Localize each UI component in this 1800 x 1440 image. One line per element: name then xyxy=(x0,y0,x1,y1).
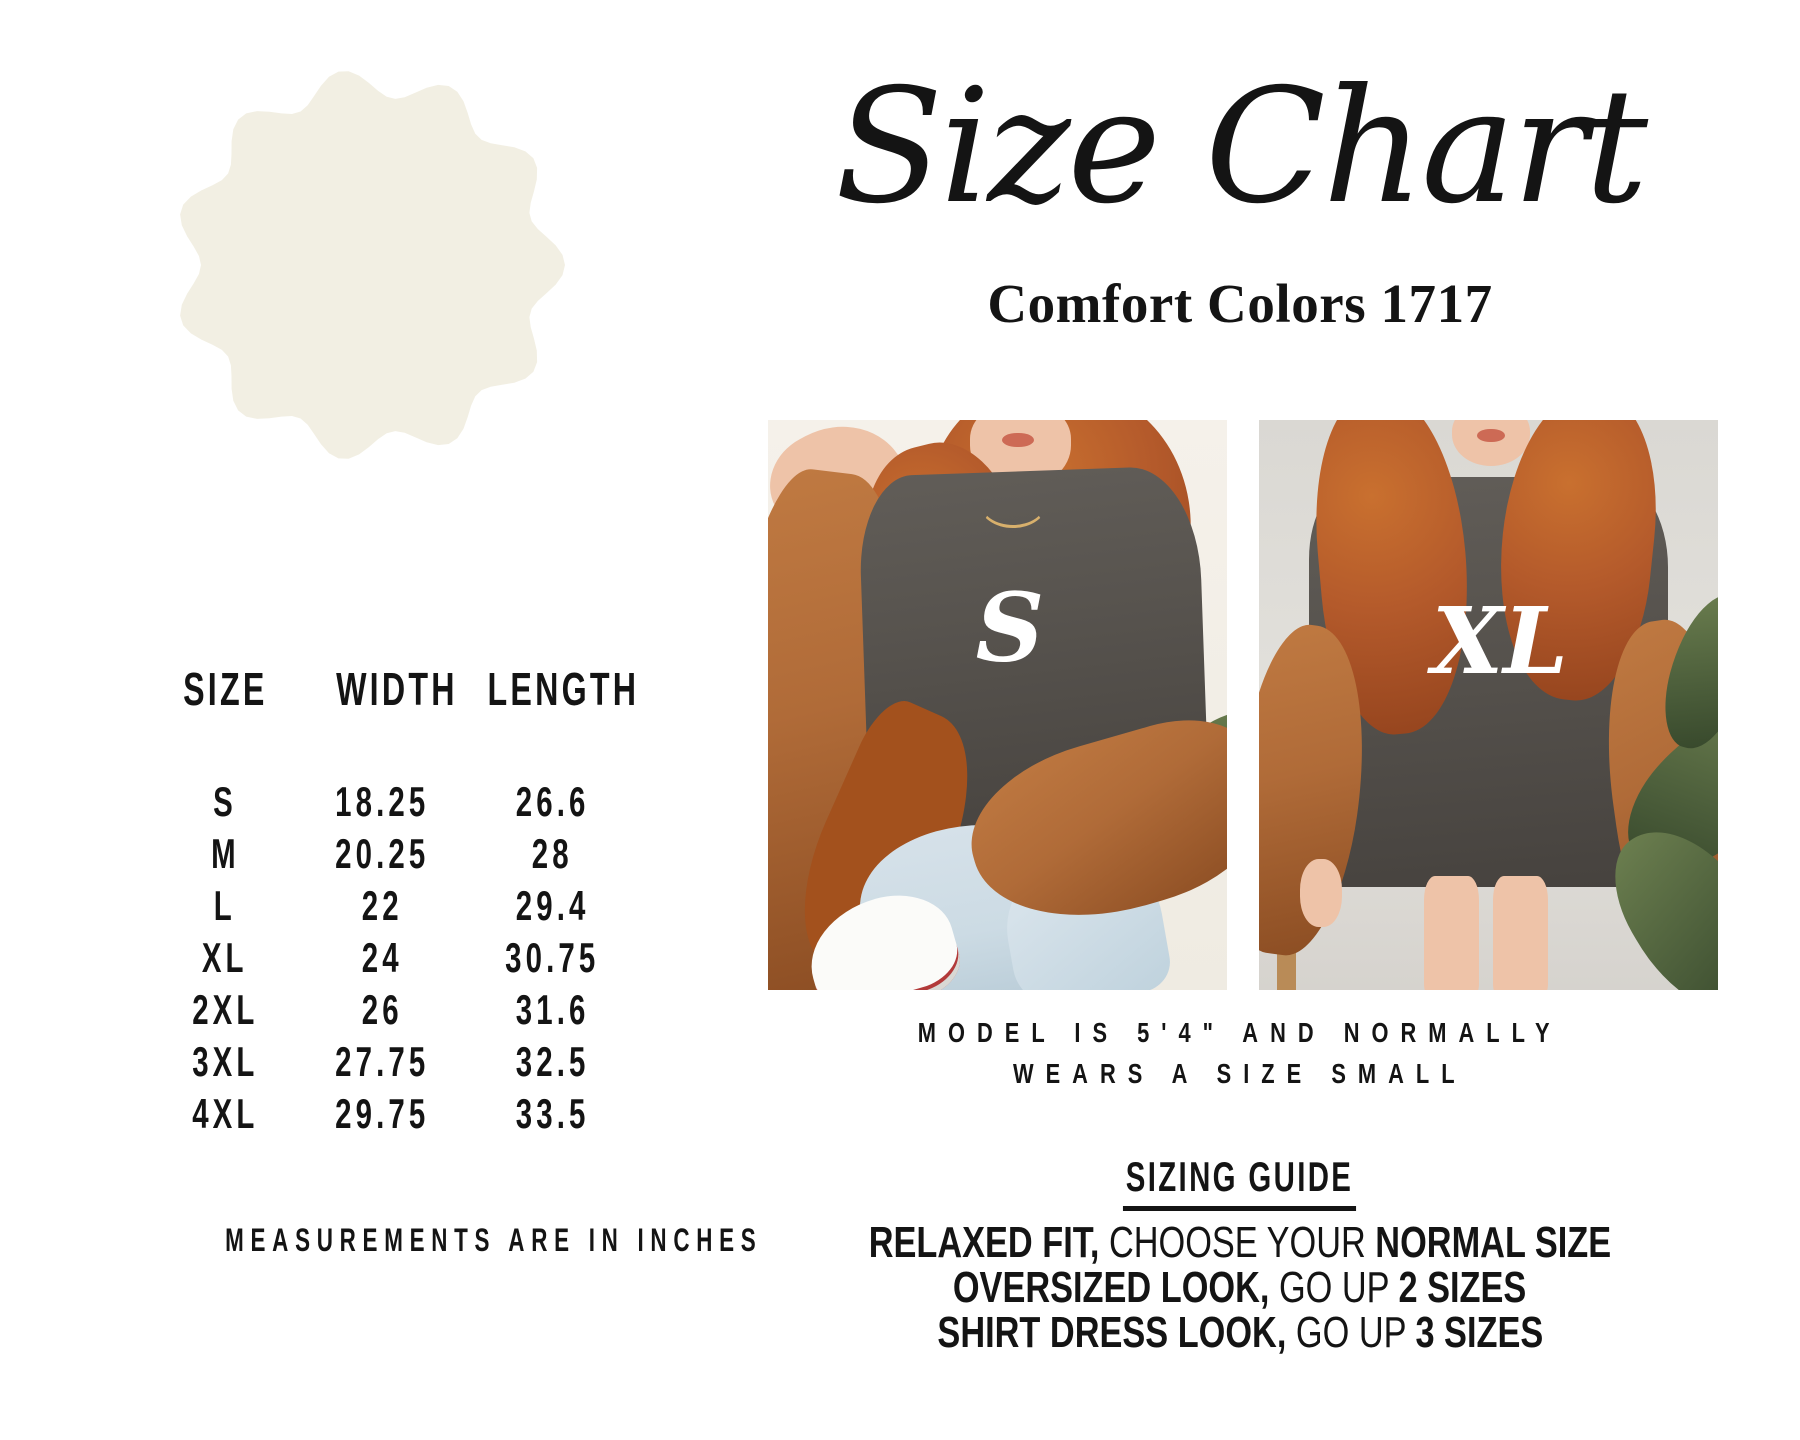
table-row xyxy=(140,828,650,880)
flower-path xyxy=(180,71,565,458)
model-caption-line2: WEARS A SIZE SMALL xyxy=(1013,1058,1467,1089)
length-value: 26.6 xyxy=(515,778,590,825)
shirt-size-letter-s: S xyxy=(975,572,1045,684)
model-caption xyxy=(745,1012,1735,1094)
length-value: 30.75 xyxy=(505,934,600,981)
size-value: 4XL xyxy=(191,1090,259,1137)
table-row xyxy=(140,932,650,984)
model-chin xyxy=(1452,420,1530,466)
model-leg-left xyxy=(1424,876,1479,990)
sizing-guide-lines xyxy=(745,1220,1735,1355)
length-value: 32.5 xyxy=(515,1038,590,1085)
measurements-note: MEASUREMENTS ARE IN INCHES xyxy=(225,1222,763,1258)
page-title: Size Chart xyxy=(834,55,1645,239)
size-value: 2XL xyxy=(191,986,259,1033)
width-value: 29.75 xyxy=(335,1090,430,1137)
model-hand-left xyxy=(1300,859,1341,927)
size-value: M xyxy=(210,830,240,877)
size-table-header-row xyxy=(140,664,650,714)
table-row xyxy=(140,1088,650,1140)
size-value: XL xyxy=(202,934,248,981)
width-value: 22 xyxy=(362,882,403,929)
length-value: 33.5 xyxy=(515,1090,590,1137)
width-value: 27.75 xyxy=(335,1038,430,1085)
flower-shape xyxy=(0,0,760,520)
sizing-guide-line: OVERSIZED LOOK, GO UP 2 SIZES xyxy=(953,1263,1527,1312)
sizing-guide-line: SHIRT DRESS LOOK, GO UP 3 SIZES xyxy=(937,1308,1543,1357)
model-photo-size-xl xyxy=(1259,420,1718,990)
size-table xyxy=(140,664,650,714)
table-row xyxy=(140,984,650,1036)
size-table-body xyxy=(140,776,650,1140)
sizing-guide-heading: SIZING GUIDE xyxy=(745,1152,1735,1202)
shirt-size-letter-xl: XL xyxy=(1431,587,1569,696)
size-value: L xyxy=(213,882,237,929)
length-value: 28 xyxy=(532,830,573,877)
length-value: 31.6 xyxy=(515,986,590,1033)
page-subtitle: Comfort Colors 1717 xyxy=(987,273,1493,334)
model-leg-right xyxy=(1493,876,1548,990)
width-value: 26 xyxy=(362,986,403,1033)
column-header-width: WIDTH xyxy=(336,663,458,715)
table-row xyxy=(140,1036,650,1088)
column-header-length: LENGTH xyxy=(487,663,640,715)
sizing-guide-line: RELAXED FIT, CHOOSE YOUR NORMAL SIZE xyxy=(868,1218,1612,1267)
width-value: 18.25 xyxy=(335,778,430,825)
length-value: 29.4 xyxy=(515,882,590,929)
width-value: 24 xyxy=(362,934,403,981)
column-header-size: SIZE xyxy=(182,663,268,715)
necklace xyxy=(979,477,1047,528)
size-value: 3XL xyxy=(191,1038,259,1085)
width-value: 20.25 xyxy=(335,830,430,877)
table-row xyxy=(140,776,650,828)
size-value: S xyxy=(213,778,237,825)
table-row xyxy=(140,880,650,932)
model-photo-size-s xyxy=(768,420,1227,990)
model-caption-line1: MODEL IS 5'4" AND NORMALLY xyxy=(918,1017,1562,1048)
model-lips xyxy=(1477,429,1505,443)
